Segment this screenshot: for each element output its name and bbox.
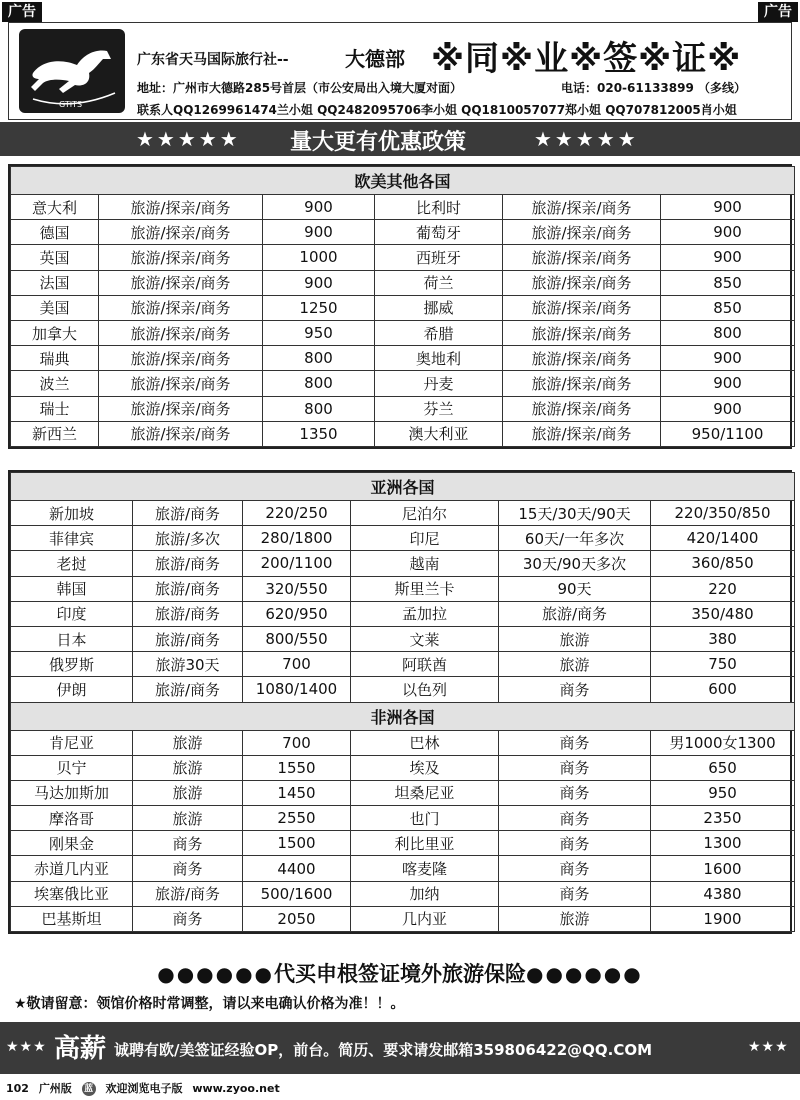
table-cell: 商务 — [133, 831, 243, 856]
table-cell: 旅游/商务 — [133, 601, 243, 626]
table-cell: 新加坡 — [11, 501, 133, 526]
table-cell: 1080/1400 — [243, 677, 351, 702]
table-cell: 900 — [661, 346, 795, 371]
table-cell: 旅游/探亲/商务 — [503, 195, 661, 220]
table-row — [11, 346, 795, 371]
table-cell: 商务 — [499, 831, 651, 856]
table-cell: 280/1800 — [243, 526, 351, 551]
table-cell: 商务 — [499, 856, 651, 881]
table-cell: 希腊 — [375, 320, 503, 345]
table-cell: 旅游/探亲/商务 — [99, 295, 263, 320]
table-row — [11, 295, 795, 320]
table-cell: 比利时 — [375, 195, 503, 220]
table-cell: 旅游/探亲/商务 — [503, 346, 661, 371]
table-cell: 德国 — [11, 220, 99, 245]
table-cell: 斯里兰卡 — [351, 576, 499, 601]
table-row — [11, 652, 795, 677]
table-cell: 旅游/探亲/商务 — [503, 220, 661, 245]
table-cell: 新西兰 — [11, 421, 99, 446]
asia-africa-table — [8, 470, 792, 934]
europe-table — [8, 164, 792, 449]
table-cell: 旅游/探亲/商务 — [503, 371, 661, 396]
table-row — [11, 856, 795, 881]
table-row — [11, 626, 795, 651]
hiring-stars-right: ★★★ — [748, 1039, 789, 1055]
table-cell: 商务 — [499, 806, 651, 831]
table-cell: 旅游/探亲/商务 — [99, 195, 263, 220]
table-cell: 1500 — [243, 831, 351, 856]
table-row — [11, 501, 795, 526]
table-cell: 850 — [661, 295, 795, 320]
table-cell: 900 — [661, 220, 795, 245]
table-cell: 220 — [651, 576, 795, 601]
table-cell: 旅游/探亲/商务 — [99, 371, 263, 396]
table-cell: 埃及 — [351, 755, 499, 780]
table-cell: 意大利 — [11, 195, 99, 220]
table-cell: 孟加拉 — [351, 601, 499, 626]
table-cell: 旅游/探亲/商务 — [99, 421, 263, 446]
table-cell: 肯尼亚 — [11, 730, 133, 755]
table-cell: 1450 — [243, 780, 351, 805]
table-row — [11, 755, 795, 780]
table-cell: 旅游 — [133, 755, 243, 780]
table-cell: 旅游/探亲/商务 — [99, 270, 263, 295]
stars-right: ★★★★★ — [534, 127, 639, 151]
footer-url[interactable]: www.zyoo.net — [192, 1082, 280, 1095]
table-cell: 芬兰 — [375, 396, 503, 421]
table-cell: 950 — [263, 320, 375, 345]
section-title-europe: 欧美其他各国 — [11, 167, 795, 195]
table-row — [11, 320, 795, 345]
table-cell: 旅游/探亲/商务 — [99, 220, 263, 245]
table-cell: 旅游/探亲/商务 — [503, 396, 661, 421]
table-cell: 俄罗斯 — [11, 652, 133, 677]
table-cell: 商务 — [133, 856, 243, 881]
table-cell: 旅游 — [499, 906, 651, 931]
ad-tag-left: 广告 — [2, 2, 42, 22]
table-cell: 印尼 — [351, 526, 499, 551]
table-cell: 1600 — [651, 856, 795, 881]
hiring-text: 诚聘有欧/美签证经验OP，前台。简历、要求请发邮箱359806422@QQ.COM — [114, 1041, 653, 1059]
address: 地址：广州市大德路285号首层（市公安局出入境大厦对面） — [137, 81, 463, 95]
table-cell: 旅游30天 — [133, 652, 243, 677]
table-cell: 刚果金 — [11, 831, 133, 856]
table-cell: 菲律宾 — [11, 526, 133, 551]
table-cell: 加纳 — [351, 881, 499, 906]
table-cell: 利比里亚 — [351, 831, 499, 856]
table-cell: 350/480 — [651, 601, 795, 626]
logo-text: GTITS — [59, 100, 83, 109]
table-cell: 尼泊尔 — [351, 501, 499, 526]
table-cell: 800 — [661, 320, 795, 345]
table-cell: 挪威 — [375, 295, 503, 320]
table-cell: 600 — [651, 677, 795, 702]
ad-tag-right: 广告 — [758, 2, 798, 22]
table-cell: 1900 — [651, 906, 795, 931]
stars-left: ★★★★★ — [136, 127, 241, 151]
table-cell: 旅游/商务 — [133, 677, 243, 702]
table-cell: 90天 — [499, 576, 651, 601]
table-cell: 法国 — [11, 270, 99, 295]
table-cell: 320/550 — [243, 576, 351, 601]
table-row — [11, 195, 795, 220]
promo-text: 量大更有优惠政策 — [290, 130, 467, 155]
table-cell: 420/1400 — [651, 526, 795, 551]
table-cell: 伊朗 — [11, 677, 133, 702]
table-cell: 埃塞俄比亚 — [11, 881, 133, 906]
table-cell: 荷兰 — [375, 270, 503, 295]
footer — [6, 1080, 286, 1096]
table-cell: 商务 — [499, 677, 651, 702]
table-cell: 也门 — [351, 806, 499, 831]
table-cell: 800 — [263, 396, 375, 421]
header — [8, 22, 792, 120]
table-cell: 赤道几内亚 — [11, 856, 133, 881]
table-cell: 220/350/850 — [651, 501, 795, 526]
table-cell: 旅游/商务 — [133, 551, 243, 576]
table-cell: 加拿大 — [11, 320, 99, 345]
table-cell: 700 — [243, 652, 351, 677]
table-cell: 旅游 — [133, 730, 243, 755]
table-cell: 男1000女1300 — [651, 730, 795, 755]
table-cell: 360/850 — [651, 551, 795, 576]
table-cell: 葡萄牙 — [375, 220, 503, 245]
table-cell: 文莱 — [351, 626, 499, 651]
table-cell: 贝宁 — [11, 755, 133, 780]
table-cell: 900 — [263, 270, 375, 295]
table-cell: 900 — [661, 371, 795, 396]
table-cell: 1300 — [651, 831, 795, 856]
table-cell: 900 — [263, 195, 375, 220]
section-title-asia: 亚洲各国 — [11, 473, 795, 501]
bottom-promo — [0, 958, 800, 988]
table-cell: 商务 — [499, 755, 651, 780]
table-cell: 越南 — [351, 551, 499, 576]
table-cell: 15天/30天/90天 — [499, 501, 651, 526]
table-cell: 旅游/商务 — [133, 626, 243, 651]
table-cell: 950/1100 — [661, 421, 795, 446]
table-cell: 220/250 — [243, 501, 351, 526]
table-cell: 620/950 — [243, 601, 351, 626]
hiring-big: 高薪 — [54, 1034, 107, 1064]
table-cell: 200/1100 — [243, 551, 351, 576]
table-cell: 2050 — [243, 906, 351, 931]
table-row — [11, 270, 795, 295]
table-cell: 900 — [661, 396, 795, 421]
table-cell: 美国 — [11, 295, 99, 320]
table-row — [11, 371, 795, 396]
table-cell: 旅游/探亲/商务 — [503, 320, 661, 345]
table-cell: 30天/90天多次 — [499, 551, 651, 576]
table-cell: 旅游/商务 — [499, 601, 651, 626]
dots-right: ●●●●●● — [526, 962, 643, 986]
table-row — [11, 730, 795, 755]
table-cell: 750 — [651, 652, 795, 677]
table-cell: 旅游 — [133, 806, 243, 831]
table-row — [11, 421, 795, 446]
table-cell: 1000 — [263, 245, 375, 270]
table-cell: 商务 — [499, 881, 651, 906]
table-row — [11, 881, 795, 906]
phone: 电话：020-61133899 （多线） — [561, 81, 747, 95]
table-cell: 旅游 — [499, 626, 651, 651]
table-cell: 旅游/探亲/商务 — [99, 320, 263, 345]
table-cell: 800 — [263, 371, 375, 396]
table-cell: 老挝 — [11, 551, 133, 576]
table-cell: 旅游/多次 — [133, 526, 243, 551]
table-cell: 旅游/探亲/商务 — [503, 270, 661, 295]
table-row — [11, 806, 795, 831]
table-cell: 1250 — [263, 295, 375, 320]
table-cell: 日本 — [11, 626, 133, 651]
edition-badge-icon: 蓝 — [82, 1082, 96, 1096]
table-cell: 1350 — [263, 421, 375, 446]
table-cell: 800 — [263, 346, 375, 371]
table-cell: 马达加斯加 — [11, 780, 133, 805]
table-row — [11, 551, 795, 576]
table-cell: 4380 — [651, 881, 795, 906]
company-name: 广东省天马国际旅行社-- — [137, 52, 289, 68]
table-row — [11, 906, 795, 931]
table-row — [11, 677, 795, 702]
table-cell: 印度 — [11, 601, 133, 626]
table-row — [11, 780, 795, 805]
table-cell: 波兰 — [11, 371, 99, 396]
table-cell: 2350 — [651, 806, 795, 831]
table-cell: 旅游/探亲/商务 — [99, 346, 263, 371]
table-cell: 旅游/探亲/商务 — [99, 245, 263, 270]
table-row — [11, 396, 795, 421]
table-cell: 950 — [651, 780, 795, 805]
table-cell: 500/1600 — [243, 881, 351, 906]
table-row — [11, 831, 795, 856]
table-cell: 坦桑尼亚 — [351, 780, 499, 805]
section-title-africa: 非洲各国 — [11, 702, 795, 730]
table-cell: 900 — [661, 195, 795, 220]
promo-bar — [0, 122, 800, 156]
table-cell: 旅游/探亲/商务 — [503, 421, 661, 446]
table-cell: 巴林 — [351, 730, 499, 755]
table-cell: 旅游/商务 — [133, 881, 243, 906]
table-row — [11, 601, 795, 626]
browse-text: 欢迎浏览电子版 — [105, 1082, 183, 1095]
table-cell: 60天/一年多次 — [499, 526, 651, 551]
table-cell: 韩国 — [11, 576, 133, 601]
table-cell: 商务 — [133, 906, 243, 931]
table-cell: 几内亚 — [351, 906, 499, 931]
table-cell: 380 — [651, 626, 795, 651]
table-cell: 2550 — [243, 806, 351, 831]
table-cell: 旅游/探亲/商务 — [99, 396, 263, 421]
edition: 广州版 — [38, 1082, 72, 1095]
table-row — [11, 576, 795, 601]
table-cell: 700 — [243, 730, 351, 755]
table-cell: 4400 — [243, 856, 351, 881]
table-cell: 850 — [661, 270, 795, 295]
table-cell: 澳大利亚 — [375, 421, 503, 446]
table-cell: 巴基斯坦 — [11, 906, 133, 931]
hiring-stars-left: ★★★ — [6, 1039, 47, 1055]
table-cell: 旅游 — [133, 780, 243, 805]
table-cell: 900 — [661, 245, 795, 270]
hiring-bar — [0, 1022, 800, 1074]
table-cell: 阿联酋 — [351, 652, 499, 677]
table-row — [11, 245, 795, 270]
table-cell: 商务 — [499, 730, 651, 755]
table-cell: 900 — [263, 220, 375, 245]
table-cell: 商务 — [499, 780, 651, 805]
table-cell: 旅游/探亲/商务 — [503, 245, 661, 270]
table-cell: 奥地利 — [375, 346, 503, 371]
table-cell: 瑞典 — [11, 346, 99, 371]
contacts: 联系人QQ1269961474兰小姐 QQ2482095706李小姐 QQ1810057077郑小姐 QQ707812005肖小姐 — [137, 103, 737, 117]
table-row — [11, 220, 795, 245]
table-cell: 1550 — [243, 755, 351, 780]
table-cell: 旅游/商务 — [133, 501, 243, 526]
bottom-promo-text: 代买申根签证境外旅游保险 — [274, 962, 526, 986]
table-cell: 丹麦 — [375, 371, 503, 396]
page-number: 102 — [6, 1082, 29, 1095]
table-row — [11, 526, 795, 551]
table-cell: 旅游 — [499, 652, 651, 677]
table-cell: 800/550 — [243, 626, 351, 651]
table-cell: 英国 — [11, 245, 99, 270]
slogan: ※同※业※签※证※ — [431, 39, 742, 79]
department-name: 大德部 — [345, 47, 405, 71]
table-cell: 旅游/商务 — [133, 576, 243, 601]
notice: ★敬请留意：领馆价格时常调整，请以来电确认价格为准！！。 — [14, 996, 405, 1012]
table-cell: 旅游/探亲/商务 — [503, 295, 661, 320]
table-cell: 以色列 — [351, 677, 499, 702]
dots-left: ●●●●●● — [157, 962, 274, 986]
table-cell: 650 — [651, 755, 795, 780]
table-cell: 喀麦隆 — [351, 856, 499, 881]
horse-logo-icon — [19, 29, 125, 113]
table-cell: 西班牙 — [375, 245, 503, 270]
table-cell: 摩洛哥 — [11, 806, 133, 831]
table-cell: 瑞士 — [11, 396, 99, 421]
